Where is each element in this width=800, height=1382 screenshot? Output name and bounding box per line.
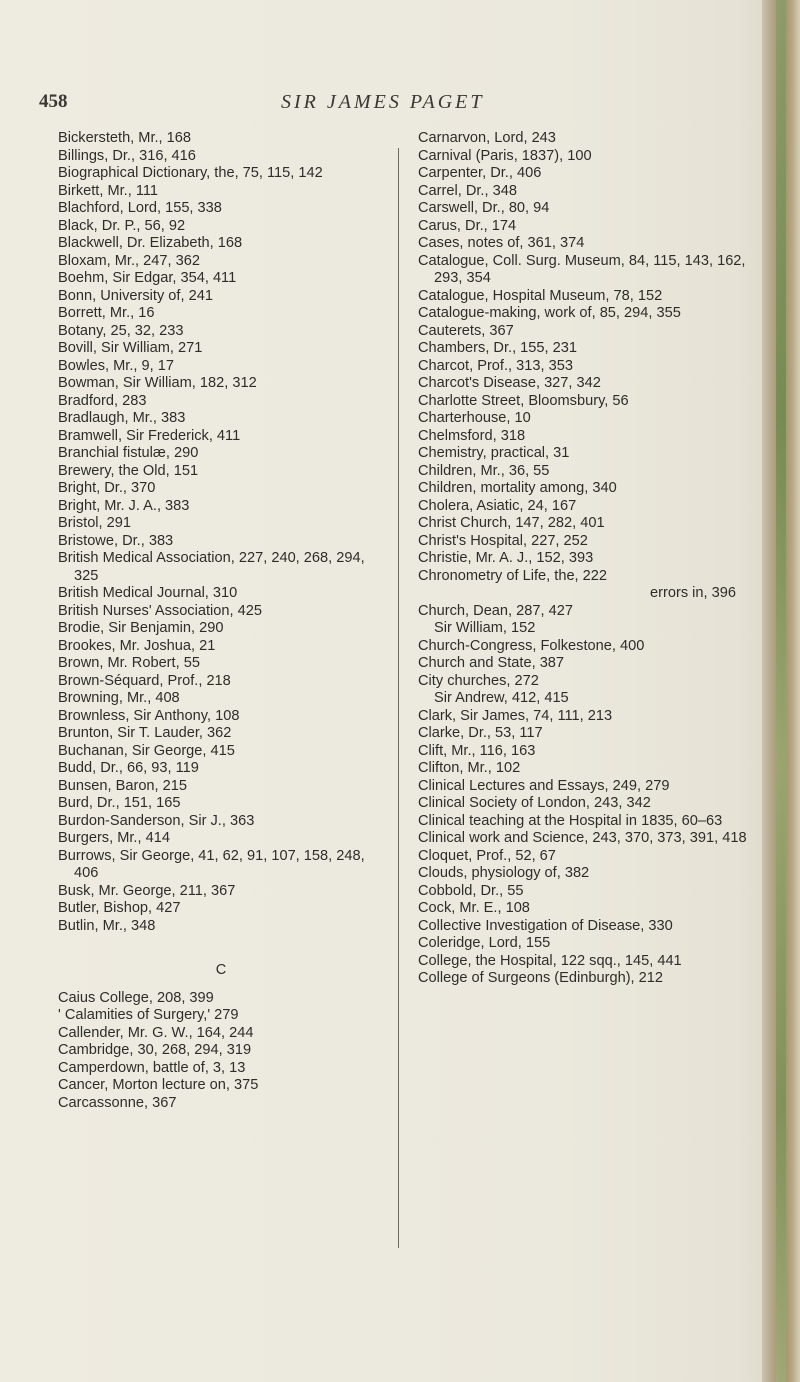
index-entry: Brown, Mr. Robert, 55 bbox=[58, 655, 200, 671]
index-entry: Church-Congress, Folkestone, 400 bbox=[418, 637, 645, 654]
index-entry: Brown-Séquard, Prof., 218 bbox=[58, 672, 231, 689]
index-entry: Church, Dean, 287, 427 bbox=[418, 602, 573, 619]
index-entry: Clarke, Dr., 53, 117 bbox=[418, 725, 543, 741]
index-entry: Charlotte Street, Bloomsbury, 56 bbox=[418, 392, 629, 409]
index-entry: Busk, Mr. George, 211, 367 bbox=[58, 882, 236, 899]
index-entry: Catalogue, Hospital Museum, 78, 152 bbox=[418, 287, 663, 304]
index-entry: Cholera, Asiatic, 24, 167 bbox=[418, 497, 577, 514]
index-entry: Carpenter, Dr., 406 bbox=[418, 165, 542, 181]
index-entry: Black, Dr. P., 56, 92 bbox=[58, 217, 186, 234]
index-entry: Charterhouse, 10 bbox=[418, 410, 531, 426]
index-entry: Burrows, Sir George, 41, 62, 91, 107, 158, 248, 406 bbox=[58, 847, 365, 881]
index-entry: Bickersteth, Mr., 168 bbox=[58, 130, 192, 146]
index-entries-c-start bbox=[58, 990, 384, 1113]
index-entry: Sir Andrew, 412, 415 bbox=[434, 690, 569, 706]
index-entry: Clinical Society of London, 243, 342 bbox=[418, 795, 651, 811]
index-entry: Branchial fistulæ, 290 bbox=[58, 445, 199, 461]
index-entry: errors in, 396 bbox=[650, 585, 736, 601]
index-entry: College of Surgeons (Edinburgh), 212 bbox=[418, 970, 664, 986]
index-entry: Clinical teaching at the Hospital in 1835, 60–63 bbox=[418, 812, 723, 829]
index-entry: Budd, Dr., 66, 93, 119 bbox=[58, 760, 199, 776]
index-entry: Bradford, 283 bbox=[58, 392, 147, 409]
index-entry: Birkett, Mr., 111 bbox=[58, 182, 159, 199]
index-entry: Bunsen, Baron, 215 bbox=[58, 777, 188, 794]
index-entry: Christ's Hospital, 227, 252 bbox=[418, 532, 588, 549]
index-entry: British Nurses' Association, 425 bbox=[58, 602, 262, 619]
index-entry: Clouds, physiology of, 382 bbox=[418, 865, 590, 881]
index-entry: Christie, Mr. A. J., 152, 393 bbox=[418, 550, 594, 566]
index-entry: Sir William, 152 bbox=[434, 620, 536, 636]
index-entry: Brookes, Mr. Joshua, 21 bbox=[58, 637, 216, 654]
index-entry: Borrett, Mr., 16 bbox=[58, 305, 155, 321]
index-entry: Bovill, Sir William, 271 bbox=[58, 340, 203, 356]
index-entry: Browning, Mr., 408 bbox=[58, 690, 180, 706]
index-entry: ' Calamities of Surgery,' 279 bbox=[58, 1007, 239, 1023]
index-entry: Carrel, Dr., 348 bbox=[418, 182, 517, 199]
index-entry: Bloxam, Mr., 247, 362 bbox=[58, 252, 200, 269]
index-entry: College, the Hospital, 122 sqq., 145, 441 bbox=[418, 952, 682, 969]
index-entry: British Medical Association, 227, 240, 268, 294, 325 bbox=[58, 550, 365, 584]
running-title: SIR JAMES PAGET bbox=[281, 91, 485, 113]
index-entry: Clinical work and Science, 243, 370, 373, 391, 418 bbox=[418, 830, 747, 846]
index-entry: Catalogue, Coll. Surg. Museum, 84, 115, 143, 162, 293, 354 bbox=[418, 252, 746, 286]
index-entry: Caius College, 208, 399 bbox=[58, 989, 214, 1006]
index-entry: Camperdown, battle of, 3, 13 bbox=[58, 1059, 246, 1076]
index-entry: Chambers, Dr., 155, 231 bbox=[418, 340, 577, 356]
index-entry: Church and State, 387 bbox=[418, 655, 565, 671]
index-entry: Clift, Mr., 116, 163 bbox=[418, 742, 536, 759]
index-entry: Buchanan, Sir George, 415 bbox=[58, 742, 235, 759]
index-entry: Bonn, University of, 241 bbox=[58, 287, 213, 304]
index-entry: Bright, Dr., 370 bbox=[58, 480, 156, 496]
index-entry: Billings, Dr., 316, 416 bbox=[58, 147, 196, 164]
index-entry: Botany, 25, 32, 233 bbox=[58, 322, 184, 339]
section-letter-c: C bbox=[215, 962, 227, 978]
index-entry: Bright, Mr. J. A., 383 bbox=[58, 497, 190, 514]
index-entry: Christ Church, 147, 282, 401 bbox=[418, 515, 605, 531]
index-entry: Brodie, Sir Benjamin, 290 bbox=[58, 620, 224, 636]
index-entry: Burdon-Sanderson, Sir J., 363 bbox=[58, 812, 255, 829]
column-divider bbox=[398, 148, 399, 1248]
index-entry: Carnival (Paris, 1837), 100 bbox=[418, 147, 592, 164]
index-entries-b bbox=[58, 130, 384, 935]
index-entry: Chronometry of Life, the, 222 bbox=[418, 567, 608, 584]
index-entry: Charcot's Disease, 327, 342 bbox=[418, 375, 601, 391]
index-entry: Clinical Lectures and Essays, 249, 279 bbox=[418, 777, 670, 794]
index-entry: Bramwell, Sir Frederick, 411 bbox=[58, 427, 241, 444]
index-entry: Boehm, Sir Edgar, 354, 411 bbox=[58, 270, 237, 286]
index-entry: Collective Investigation of Disease, 330 bbox=[418, 917, 673, 934]
index-entry: Bristowe, Dr., 383 bbox=[58, 532, 174, 549]
index-entry: Cambridge, 30, 268, 294, 319 bbox=[58, 1042, 252, 1058]
index-entry: Catalogue-making, work of, 85, 294, 355 bbox=[418, 305, 681, 321]
index-entry: Cauterets, 367 bbox=[418, 322, 514, 339]
index-entry: Brunton, Sir T. Lauder, 362 bbox=[58, 725, 232, 741]
index-entry: Carswell, Dr., 80, 94 bbox=[418, 200, 550, 216]
index-entry: Carcassonne, 367 bbox=[58, 1094, 177, 1111]
index-entry: Bowles, Mr., 9, 17 bbox=[58, 357, 174, 374]
index-entry: Brownless, Sir Anthony, 108 bbox=[58, 707, 240, 724]
index-entry: Carus, Dr., 174 bbox=[418, 217, 517, 234]
index-entry: Clark, Sir James, 74, 111, 213 bbox=[418, 707, 613, 724]
index-entry: Children, mortality among, 340 bbox=[418, 480, 617, 496]
index-entry: City churches, 272 bbox=[418, 672, 539, 689]
index-entry: Bristol, 291 bbox=[58, 515, 132, 531]
index-column-right bbox=[418, 130, 750, 988]
index-entry: Coleridge, Lord, 155 bbox=[418, 935, 551, 951]
binding-strip bbox=[776, 0, 786, 1382]
index-entry: Cloquet, Prof., 52, 67 bbox=[418, 847, 556, 864]
index-entry: Blackwell, Dr. Elizabeth, 168 bbox=[58, 235, 243, 251]
index-entry: Children, Mr., 36, 55 bbox=[418, 462, 550, 479]
index-entry: Cases, notes of, 361, 374 bbox=[418, 235, 585, 251]
page-number: 458 bbox=[39, 91, 68, 112]
index-entry: Burd, Dr., 151, 165 bbox=[58, 795, 181, 811]
index-entry: Blachford, Lord, 155, 338 bbox=[58, 200, 222, 216]
index-entry: Butler, Bishop, 427 bbox=[58, 900, 181, 916]
index-entry: Clifton, Mr., 102 bbox=[418, 760, 521, 776]
index-entry: Cock, Mr. E., 108 bbox=[418, 900, 530, 916]
index-entry: Callender, Mr. G. W., 164, 244 bbox=[58, 1024, 254, 1041]
index-entry: British Medical Journal, 310 bbox=[58, 585, 238, 601]
index-entry: Cancer, Morton lecture on, 375 bbox=[58, 1077, 259, 1093]
index-entry: Chelmsford, 318 bbox=[418, 427, 526, 444]
index-entry: Charcot, Prof., 313, 353 bbox=[418, 357, 573, 374]
index-entry: Chemistry, practical, 31 bbox=[418, 445, 570, 461]
index-entry: Carnarvon, Lord, 243 bbox=[418, 130, 556, 146]
index-entry: Brewery, the Old, 151 bbox=[58, 462, 199, 479]
index-entry: Biographical Dictionary, the, 75, 115, 142 bbox=[58, 165, 323, 181]
index-entries-c bbox=[418, 130, 750, 988]
index-entry: Bowman, Sir William, 182, 312 bbox=[58, 375, 257, 391]
index-entry: Bradlaugh, Mr., 383 bbox=[58, 410, 186, 426]
index-entry: Cobbold, Dr., 55 bbox=[418, 882, 524, 899]
index-entry: Burgers, Mr., 414 bbox=[58, 830, 170, 846]
index-column-left bbox=[58, 130, 384, 1112]
index-entry: Butlin, Mr., 348 bbox=[58, 917, 156, 934]
